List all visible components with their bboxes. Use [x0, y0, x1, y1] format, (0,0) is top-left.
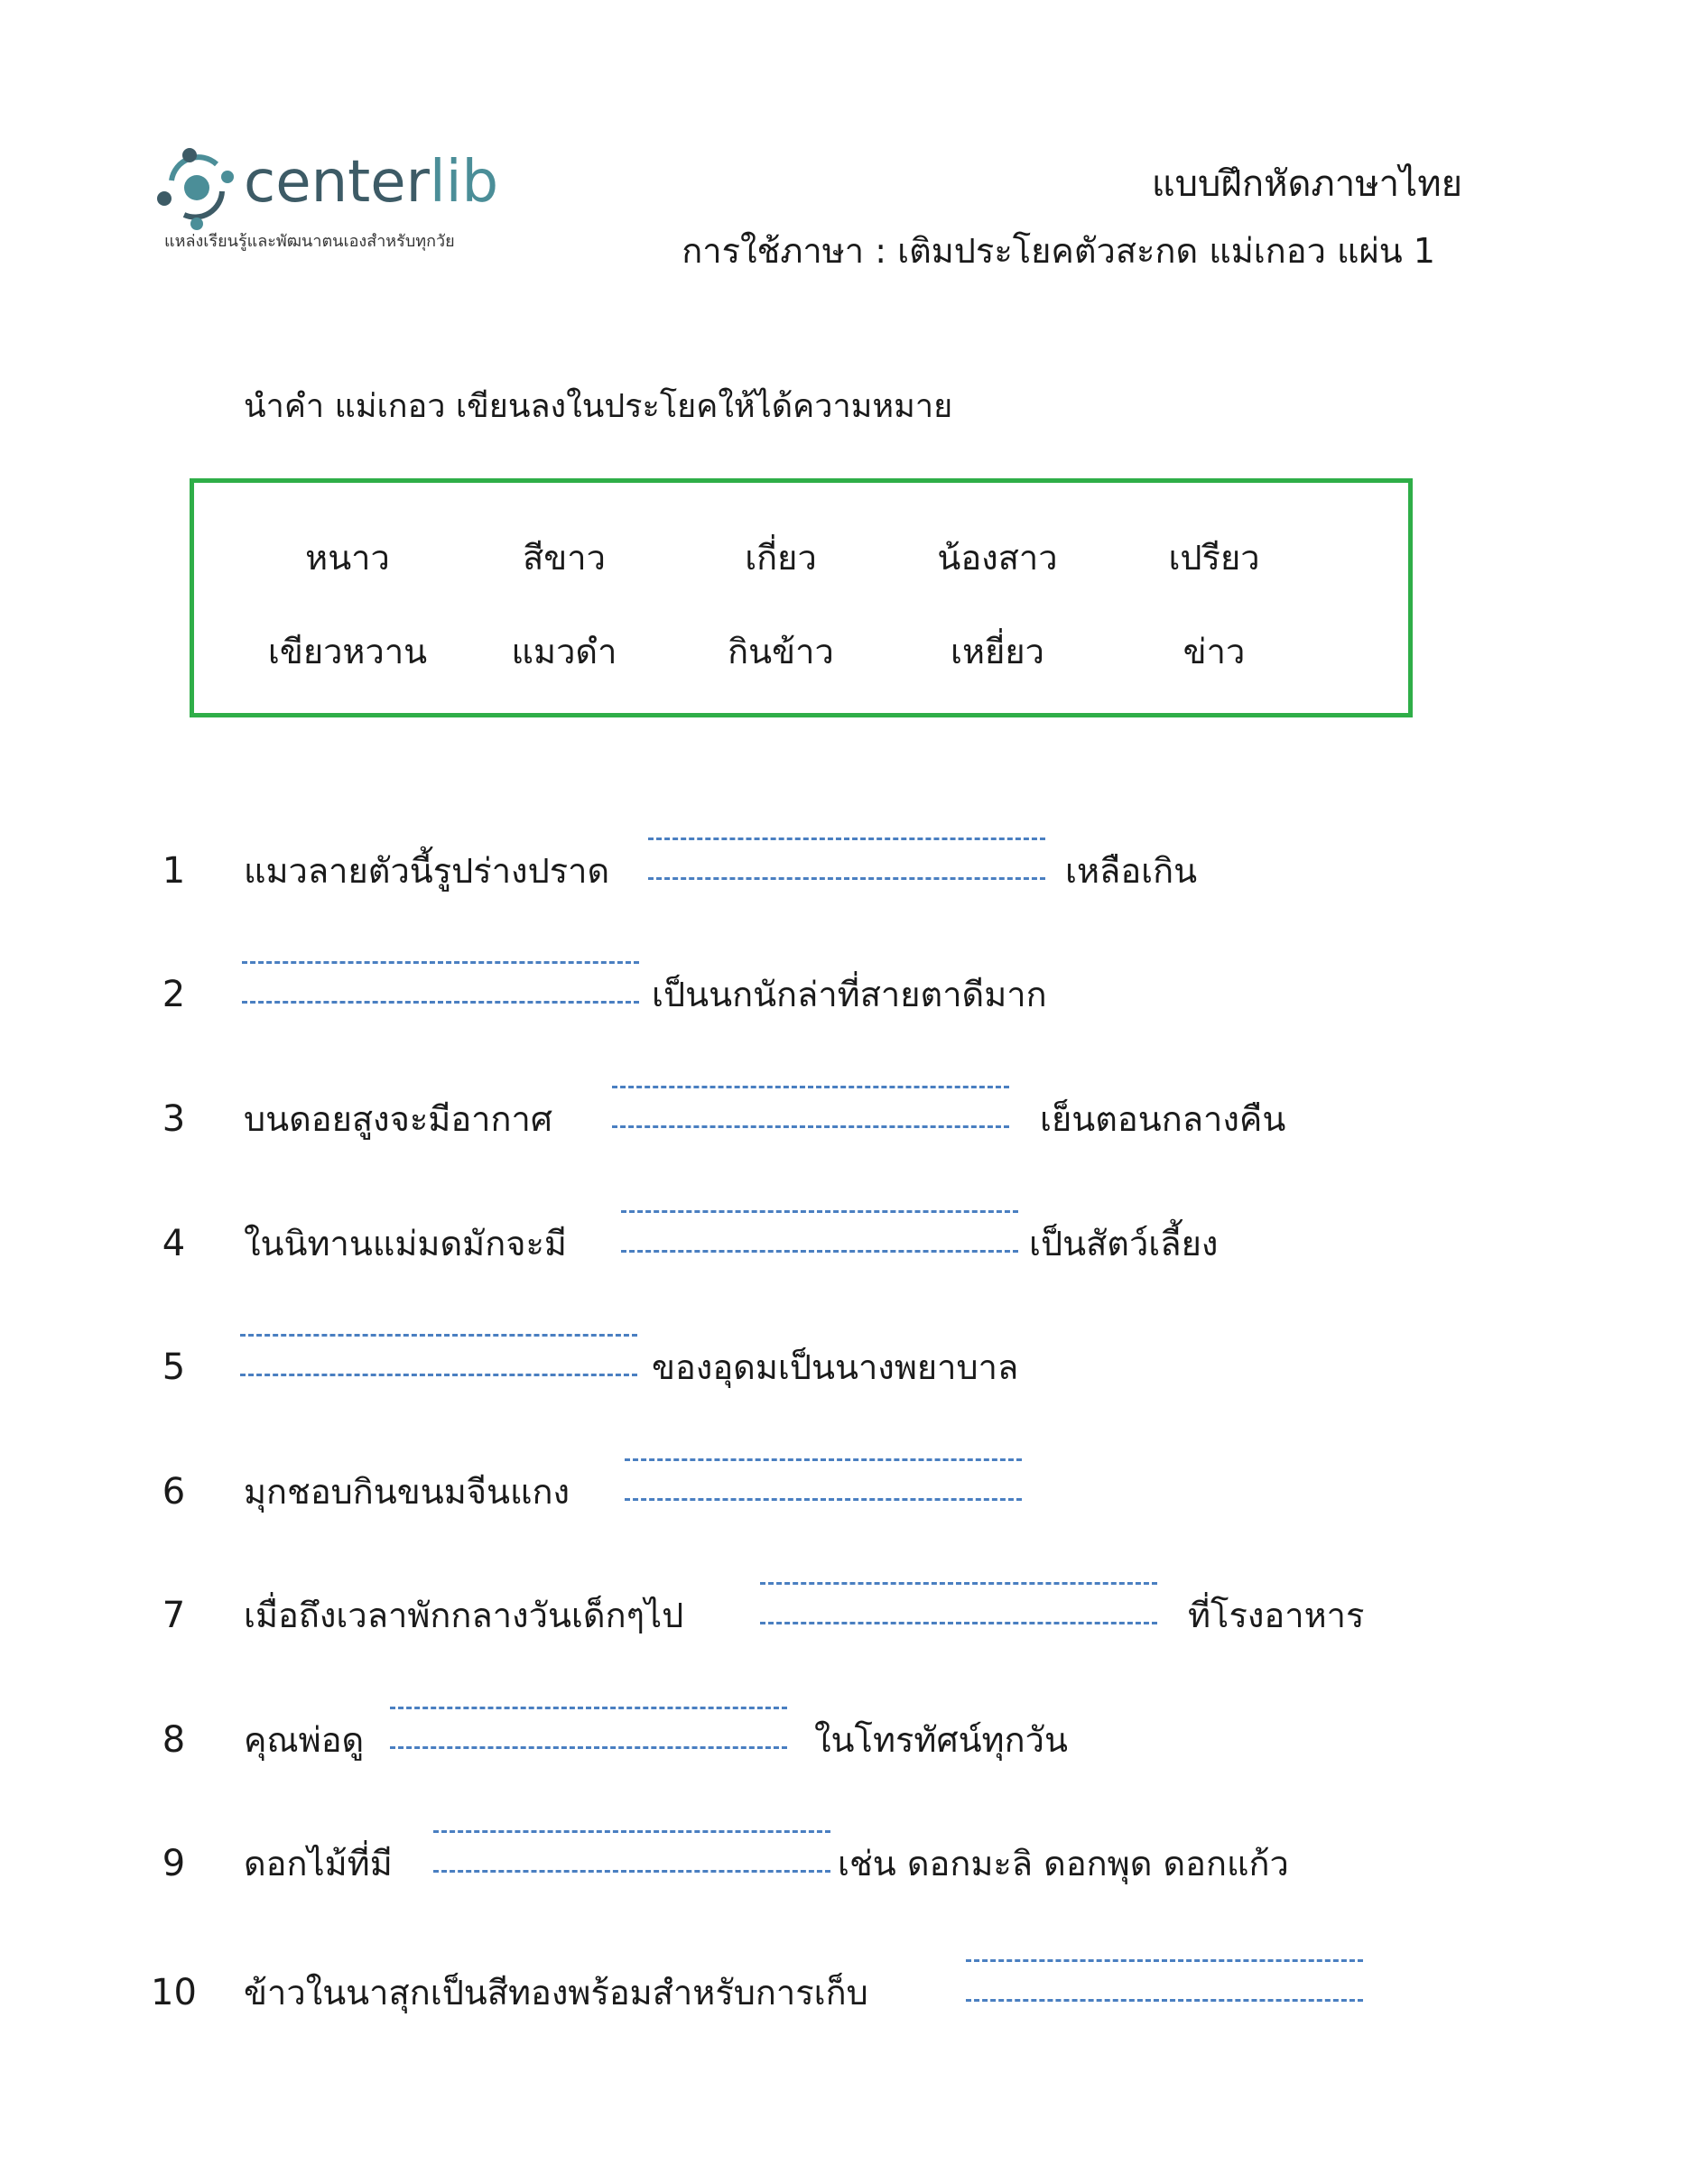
- word-bank-box: [190, 478, 1413, 717]
- question-text-before: เมื่อถึงเวลาพักกลางวันเด็กๆไป: [244, 1596, 684, 1635]
- answer-blank[interactable]: [433, 1823, 830, 1870]
- question-row: [0, 1699, 1688, 1781]
- word-bank-item: สีขาว: [523, 538, 606, 578]
- question-number: 1: [162, 850, 186, 892]
- question-text-before: ในนิทานแม่มดมักจะมี: [244, 1224, 567, 1263]
- question-number: 4: [162, 1223, 186, 1264]
- logo-wordmark: centerlib: [244, 149, 499, 216]
- question-text-before: ดอกไม้ที่มี: [244, 1844, 393, 1883]
- centerlib-logo: [153, 144, 533, 262]
- question-row: [0, 1952, 1688, 2033]
- word-bank-item: เปรียว: [1168, 538, 1260, 578]
- question-text-after: ที่โรงอาหาร: [1188, 1596, 1365, 1635]
- question-text-after: ในโทรทัศน์ทุกวัน: [814, 1720, 1068, 1760]
- question-row: [0, 1823, 1688, 1904]
- sheet-subtitle: การใช้ภาษา : เติมประโยคตัวสะกด แม่เกอว แผ่น 1: [682, 231, 1435, 271]
- word-bank-item: ข่าว: [1183, 632, 1246, 671]
- question-number: 2: [162, 974, 186, 1015]
- question-number: 10: [151, 1972, 197, 2013]
- word-bank-item: เหยี่ยว: [951, 632, 1044, 671]
- answer-blank[interactable]: [612, 1078, 1009, 1125]
- question-number: 8: [162, 1719, 186, 1761]
- answer-blank[interactable]: [390, 1699, 787, 1746]
- molecule-logo-icon: [153, 144, 240, 231]
- word-bank-item: เกี่ยว: [745, 538, 817, 578]
- question-row: [0, 1327, 1688, 1408]
- question-number: 5: [162, 1346, 186, 1388]
- question-text-after: ของอุดมเป็นนางพยาบาล: [652, 1347, 1019, 1387]
- question-text-after: เหลือเกิน: [1065, 851, 1198, 891]
- question-number: 3: [162, 1098, 186, 1140]
- question-row: [0, 1451, 1688, 1532]
- instruction-text: นำคำ แม่เกอว เขียนลงในประโยคให้ได้ความหมาย: [244, 388, 953, 425]
- answer-blank[interactable]: [625, 1451, 1022, 1498]
- question-text-after: เป็นสัตว์เลี้ยง: [1029, 1224, 1219, 1263]
- answer-blank[interactable]: [242, 954, 639, 1001]
- answer-blank[interactable]: [966, 1952, 1363, 1999]
- word-bank-item: เขียวหวาน: [267, 632, 428, 671]
- logo-tagline: แหล่งเรียนรู้และพัฒนาตนเองสำหรับทุกวัย: [164, 232, 455, 251]
- question-row: [0, 830, 1688, 912]
- question-text-before: แมวลายตัวนี้รูปร่างปราด: [244, 851, 610, 891]
- question-text-after: เย็นตอนกลางคืน: [1040, 1099, 1286, 1139]
- word-bank-item: กินข้าว: [728, 632, 834, 671]
- word-bank-item: หนาว: [305, 538, 390, 578]
- question-text-before: คุณพ่อดู: [244, 1720, 365, 1760]
- word-bank-item: แมวดำ: [511, 632, 617, 671]
- question-text-after: เป็นนกนักล่าที่สายตาดีมาก: [652, 975, 1047, 1014]
- word-bank-item: น้องสาว: [937, 538, 1058, 578]
- question-row: [0, 1575, 1688, 1656]
- question-text-after: เช่น ดอกมะลิ ดอกพุด ดอกแก้ว: [838, 1844, 1289, 1883]
- question-row: [0, 1078, 1688, 1160]
- answer-blank[interactable]: [240, 1327, 637, 1374]
- answer-blank[interactable]: [760, 1575, 1157, 1622]
- answer-blank[interactable]: [621, 1203, 1018, 1250]
- question-number: 6: [162, 1471, 186, 1513]
- question-number: 9: [162, 1843, 186, 1884]
- answer-blank[interactable]: [648, 830, 1045, 877]
- sheet-title: แบบฝึกหัดภาษาไทย: [1151, 163, 1462, 205]
- question-row: [0, 954, 1688, 1035]
- question-row: [0, 1203, 1688, 1284]
- question-text-before: บนดอยสูงจะมีอากาศ: [244, 1099, 552, 1139]
- question-number: 7: [162, 1595, 186, 1636]
- question-text-before: ข้าวในนาสุกเป็นสีทองพร้อมสำหรับการเก็บ: [244, 1973, 868, 2013]
- question-text-before: มุกชอบกินขนมจีนแกง: [244, 1472, 570, 1512]
